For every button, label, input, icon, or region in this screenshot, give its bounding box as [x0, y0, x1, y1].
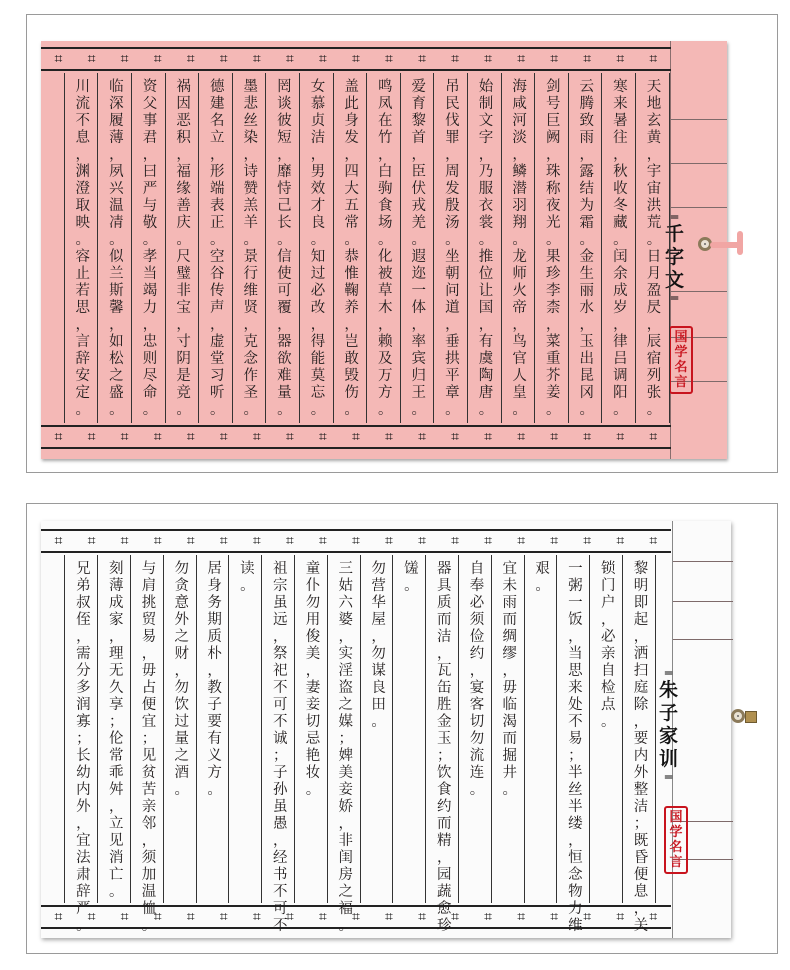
knot-ornament-icon: ⌗ — [120, 533, 129, 549]
column-divider — [556, 555, 557, 903]
knot-ornament-icon: ⌗ — [418, 533, 426, 549]
knot-ornament-icon: ⌗ — [451, 429, 459, 445]
text-column: 女 慕 贞 洁 ， 男 效 才 良 。 知 过 必 改 ， 得 能 莫 忘 。 — [310, 79, 326, 418]
scroll-rod-binding — [672, 521, 733, 938]
text-column: 盖 此 身 发 ， 四 大 五 常 。 恭 惟 鞠 养 ， 岂 敢 毁 伤 。 — [344, 79, 359, 418]
knot-ornament-icon: ⌗ — [484, 429, 493, 445]
knot-ornament-icon: ⌗ — [219, 909, 228, 925]
knot-ornament-icon: ⌗ — [120, 51, 129, 67]
metal-clip-icon — [745, 711, 757, 723]
knot-ornament-icon: ⌗ — [252, 909, 261, 925]
white-calligraphy-scroll — [41, 521, 731, 938]
knot-ornament-icon: ⌗ — [351, 429, 360, 445]
knot-ornament-icon: ⌗ — [550, 909, 559, 925]
knot-ornament-icon: ⌗ — [583, 909, 592, 925]
knot-ornament-icon: ⌗ — [186, 429, 195, 445]
knot-ornament-icon: ⌗ — [153, 533, 162, 549]
text-column: 勿 营 华 屋 ， 勿 谋 良 田 。 — [371, 561, 386, 730]
bottom-image-panel — [26, 503, 778, 954]
knot-ornament-icon: ⌗ — [87, 51, 96, 67]
knot-ornament-icon: ⌗ — [318, 51, 327, 67]
text-column: 德 建 名 立 ， 形 端 表 正 。 空 谷 传 声 ， 虚 堂 习 听 。 — [209, 79, 225, 418]
knot-ornament-icon: ⌗ — [252, 533, 261, 549]
text-column: 资 父 事 君 ， 曰 严 与 敬 。 孝 当 竭 力 ， 忠 则 尽 命 。 — [142, 79, 158, 418]
knot-ornament-icon: ⌗ — [451, 909, 459, 925]
text-column: 剑 号 巨 阙 ， 珠 称 夜 光 。 果 珍 李 柰 ， 菜 重 芥 姜 。 — [545, 79, 561, 418]
text-column: 临 深 履 薄 ， 夙 兴 温 凊 。 似 兰 斯 馨 ， 如 松 之 盛 。 — [109, 79, 124, 418]
knot-ornament-icon: ⌗ — [351, 533, 360, 549]
knot-ornament-icon: ⌗ — [484, 909, 493, 925]
knot-ornament-icon: ⌗ — [87, 909, 96, 925]
tie-string-tail — [737, 231, 743, 255]
knot-ornament-icon: ⌗ — [517, 429, 526, 445]
knot-ornament-icon: ⌗ — [550, 429, 559, 445]
text-column: 器 具 质 而 洁 ， 瓦 缶 胜 金 玉 ； 饮 食 约 而 精 ， 园 蔬 愈 珍 — [436, 561, 452, 934]
knot-ornament-icon: ⌗ — [616, 533, 625, 549]
text-column: 云 腾 致 雨 ， 露 结 为 霜 。 金 生 丽 水 ， 玉 出 昆 冈 。 — [579, 79, 595, 418]
text-column: 宜 未 雨 而 绸 缪 ， 毋 临 渴 而 掘 井 。 — [502, 561, 518, 798]
knot-ornament-icon: ⌗ — [649, 429, 658, 445]
text-column: 墨 悲 丝 染 ， 诗 赞 羔 羊 。 景 行 维 贤 ， 克 念 作 圣 。 — [243, 79, 259, 418]
pink-calligraphy-scroll — [41, 41, 727, 459]
knot-ornament-icon: ⌗ — [517, 533, 526, 549]
knot-ornament-icon: ⌗ — [54, 533, 63, 549]
title-bars-top: ═ — [670, 210, 679, 224]
knot-ornament-icon: ⌗ — [550, 51, 559, 67]
text-column: 童 仆 勿 用 俊 美 ， 妻 妾 切 忌 艳 妆 。 — [305, 561, 321, 798]
column-divider — [425, 555, 426, 903]
knot-ornament-icon: ⌗ — [583, 51, 592, 67]
knot-ornament-icon: ⌗ — [120, 909, 129, 925]
knot-ornament-icon: ⌗ — [186, 51, 195, 67]
knot-ornament-icon: ⌗ — [219, 533, 228, 549]
knot-ornament-icon: ⌗ — [318, 429, 327, 445]
knot-ornament-icon: ⌗ — [219, 51, 228, 67]
text-column: 爱 育 黎 首 ， 臣 伏 戎 羌 。 遐 迩 一 体 ， 率 宾 归 王 。 — [411, 79, 427, 418]
title-bars-top: ═ — [664, 666, 673, 680]
title-bars-bottom: ═ — [664, 770, 673, 784]
knot-ornament-icon: ⌗ — [285, 909, 294, 925]
knot-ornament-icon: ⌗ — [153, 909, 162, 925]
knot-ornament-icon: ⌗ — [318, 909, 327, 925]
text-column: 馐 。 — [404, 561, 419, 594]
scroll-title: 朱 子 家 训 — [659, 679, 679, 770]
grommet-icon — [731, 709, 745, 723]
knot-ornament-icon: ⌗ — [285, 429, 294, 445]
knot-ornament-icon: ⌗ — [649, 51, 658, 67]
knot-ornament-icon: ⌗ — [186, 909, 195, 925]
knot-ornament-icon: ⌗ — [252, 51, 261, 67]
text-column: 天 地 玄 黄 ， 宇 宙 洪 荒 。 日 月 盈 昃 ， 辰 宿 列 张 。 — [646, 79, 662, 418]
knot-ornament-icon: ⌗ — [285, 51, 294, 67]
knot-ornament-icon: ⌗ — [649, 533, 658, 549]
column-divider — [261, 555, 262, 903]
red-seal-stamp: 国 学 名 言 — [669, 326, 693, 394]
knot-ornament-icon: ⌗ — [87, 533, 96, 549]
knot-ornament-icon: ⌗ — [649, 909, 658, 925]
knot-ornament-icon: ⌗ — [153, 51, 162, 67]
text-column: 寒 来 暑 往 ， 秋 收 冬 藏 。 闰 余 成 岁 ， 律 吕 调 阳 。 — [613, 79, 628, 418]
text-column: 刻 薄 成 家 ， 理 无 久 享 ； 伦 常 乖 舛 ， 立 见 消 亡 。 — [108, 561, 124, 900]
knot-ornament-icon: ⌗ — [550, 533, 559, 549]
title-bars-bottom: ═ — [670, 291, 679, 305]
knot-ornament-icon: ⌗ — [285, 533, 294, 549]
bottom-knot-band — [41, 425, 671, 449]
knot-ornament-icon: ⌗ — [418, 429, 426, 445]
knot-ornament-icon: ⌗ — [418, 51, 426, 67]
red-seal-stamp: 国 学 名 言 — [664, 806, 688, 874]
top-knot-band — [41, 529, 671, 553]
text-column: 居 身 务 期 质 朴 ， 教 子 要 有 义 方 。 — [207, 561, 222, 798]
text-column: 三 姑 六 婆 ， 实 淫 盗 之 媒 ； 婢 美 妾 娇 ， 非 闺 房 之 福 。 — [338, 561, 354, 934]
text-column: 一 粥 一 饭 ， 当 思 来 处 不 易 ； 半 丝 半 缕 ， 恒 念 物 力 维 — [568, 561, 583, 934]
knot-ornament-icon: ⌗ — [484, 51, 493, 67]
knot-ornament-icon: ⌗ — [385, 533, 393, 549]
knot-ornament-icon: ⌗ — [385, 51, 393, 67]
knot-ornament-icon: ⌗ — [54, 429, 63, 445]
text-column: 川 流 不 息 ， 渊 澄 取 映 。 容 止 若 思 ， 言 辞 安 定 。 — [75, 79, 91, 418]
knot-ornament-icon: ⌗ — [517, 909, 526, 925]
knot-ornament-icon: ⌗ — [186, 533, 195, 549]
text-column: 黎 明 即 起 ， 洒 扫 庭 除 ， 要 内 外 整 洁 ； 既 昏 便 息 ， 关 — [633, 561, 649, 934]
knot-ornament-icon: ⌗ — [120, 429, 129, 445]
scroll-title-block — [659, 667, 678, 783]
text-column: 艰 。 — [535, 561, 550, 594]
knot-ornament-icon: ⌗ — [616, 909, 625, 925]
knot-ornament-icon: ⌗ — [451, 51, 459, 67]
knot-ornament-icon: ⌗ — [385, 909, 393, 925]
knot-ornament-icon: ⌗ — [219, 429, 228, 445]
knot-ornament-icon: ⌗ — [583, 533, 592, 549]
text-column: 吊 民 伐 罪 ， 周 发 殷 汤 。 坐 朝 问 道 ， 垂 拱 平 章 。 — [445, 79, 460, 418]
text-column: 勿 贪 意 外 之 财 ， 勿 饮 过 量 之 酒 。 — [174, 561, 190, 798]
knot-ornament-icon: ⌗ — [385, 429, 393, 445]
knot-ornament-icon: ⌗ — [252, 429, 261, 445]
knot-ornament-icon: ⌗ — [616, 51, 625, 67]
text-column: 读 。 — [240, 561, 255, 594]
knot-ornament-icon: ⌗ — [318, 533, 327, 549]
text-column: 罔 谈 彼 短 ， 靡 恃 己 长 。 信 使 可 覆 ， 器 欲 难 量 。 — [277, 79, 292, 418]
text-column: 锁 门 户 ， 必 亲 自 检 点 。 — [600, 561, 616, 730]
knot-ornament-icon: ⌗ — [54, 51, 63, 67]
text-column: 鸣 凤 在 竹 ， 白 驹 食 场 。 化 被 草 木 ， 赖 及 万 方 。 — [377, 79, 393, 418]
knot-ornament-icon: ⌗ — [484, 533, 493, 549]
knot-ornament-icon: ⌗ — [583, 429, 592, 445]
knot-ornament-icon: ⌗ — [517, 51, 526, 67]
knot-ornament-icon: ⌗ — [616, 429, 625, 445]
top-image-panel — [26, 14, 778, 473]
column-divider — [64, 555, 65, 903]
scroll-title: 千 字 文 — [665, 223, 685, 291]
knot-ornament-icon: ⌗ — [418, 909, 426, 925]
knot-ornament-icon: ⌗ — [153, 429, 162, 445]
text-column: 兄 弟 叔 侄 ， 需 分 多 润 寡 ； 长 幼 内 外 ， 宜 法 肃 辞 严 。 — [76, 561, 91, 934]
knot-ornament-icon: ⌗ — [351, 909, 360, 925]
text-column: 与 肩 挑 贸 易 ， 毋 占 便 宜 ； 见 贫 苦 亲 邻 ， 须 加 温 恤 。 — [141, 561, 157, 934]
knot-ornament-icon: ⌗ — [351, 51, 360, 67]
text-column: 自 奉 必 须 俭 约 ， 宴 客 切 勿 流 连 。 — [469, 561, 485, 798]
knot-ornament-icon: ⌗ — [451, 533, 459, 549]
text-column: 祸 因 恶 积 ， 福 缘 善 庆 。 尺 璧 非 宝 ， 寸 阴 是 竞 。 — [176, 79, 191, 418]
column-divider — [64, 73, 65, 423]
knot-ornament-icon: ⌗ — [54, 909, 63, 925]
text-column: 祖 宗 虽 远 ， 祭 祀 不 可 不 诚 ； 子 孙 虽 愚 ， 经 书 不 可 不 — [272, 561, 288, 934]
top-knot-band — [41, 47, 671, 71]
knot-ornament-icon: ⌗ — [87, 429, 96, 445]
text-column: 始 制 文 字 ， 乃 服 衣 裳 。 推 位 让 国 ， 有 虞 陶 唐 。 — [478, 79, 494, 418]
text-column: 海 咸 河 淡 ， 鳞 潜 羽 翔 。 龙 师 火 帝 ， 鸟 官 人 皇 。 — [512, 79, 527, 418]
